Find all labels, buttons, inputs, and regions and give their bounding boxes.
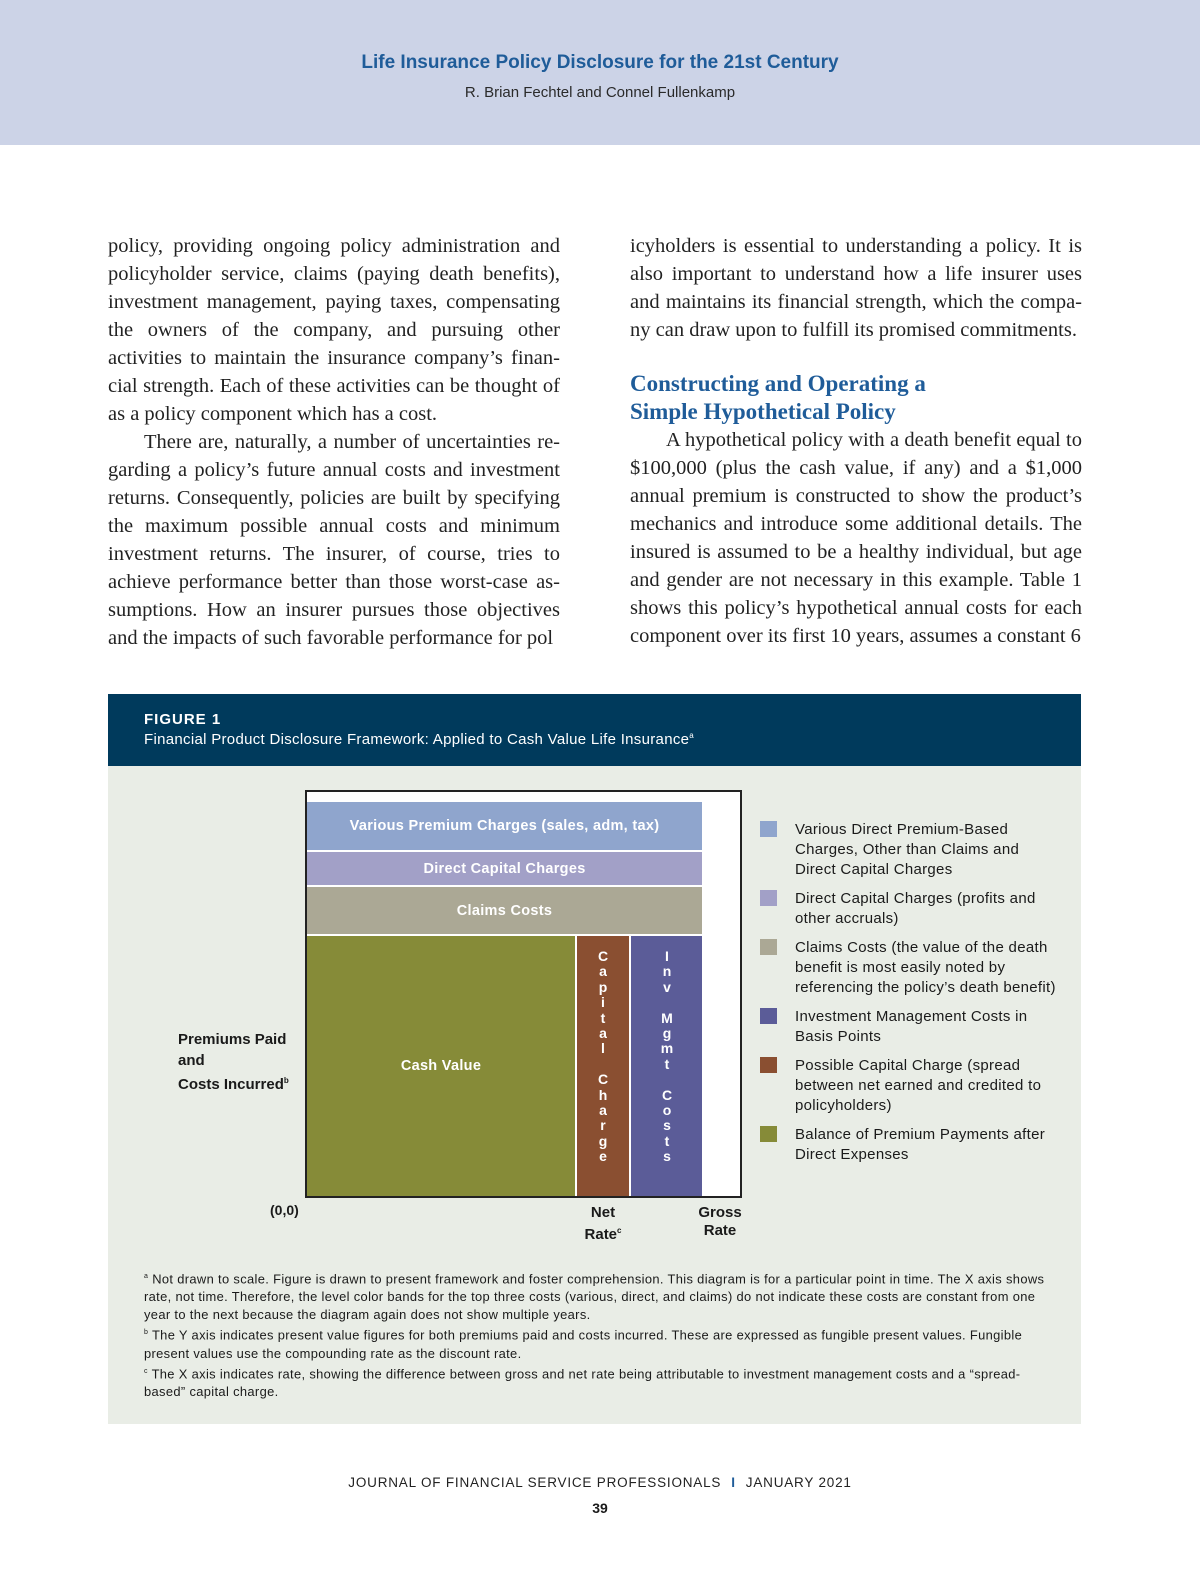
legend-swatch — [760, 939, 777, 955]
footnote — [144, 1268, 1049, 1324]
inv-mgmt-costs-label: I n v M g m t C o s t s — [660, 948, 674, 1165]
footnote-mark: c — [617, 1226, 622, 1235]
footnote-mark: c — [144, 1367, 148, 1375]
legend-item — [760, 820, 1060, 880]
figure-header — [108, 694, 1081, 766]
section-heading-line: Constructing and Operating a — [630, 371, 926, 396]
gross-rate-line: Gross — [698, 1204, 742, 1221]
page-number: 39 — [592, 1500, 608, 1516]
net-rate-label — [575, 1204, 631, 1244]
figure-footnotes — [144, 1268, 1049, 1401]
paragraph: There are, naturally, a number of uncertainties regarding a policy’s future annual costs and investment returns. Consequently, policies are built by specifying the maximum possible annual costs and minimum investment returns. The insurer, of course, tries to achieve performance better than those worst-case assumptions. How an insurer pursues those objectives and the impacts of such favorable performance for pol — [108, 431, 560, 649]
legend-swatch — [760, 821, 777, 837]
y-axis-label-line: Costs Incurred — [178, 1076, 284, 1093]
footnote-mark: a — [689, 731, 695, 740]
legend-text: Investment Management Costs in Basis Points — [795, 1008, 1028, 1045]
y-axis-label — [178, 1030, 289, 1096]
footnote-mark: b — [283, 1076, 289, 1085]
figure-caption — [144, 731, 1045, 748]
y-axis-label-line: and — [178, 1051, 205, 1069]
legend-text: Direct Capital Charges (profits and other accruals) — [795, 890, 1036, 927]
section-heading — [630, 370, 1082, 426]
figure-label: FIGURE 1 — [144, 711, 222, 728]
footnote-text: The Y axis indicates present value figures for both premiums paid and costs incurred. These are expressed as fungible present values. Fungible present values use the compounding rate as the discount rate. — [144, 1327, 1023, 1361]
paragraph: icyholders is essential to understanding a policy. It is also important to understand how a life insurer uses and maintains its financial strength, which the company can draw upon to fulfill its promised commitments. — [630, 235, 1082, 341]
legend-item — [760, 889, 1060, 929]
legend-item — [760, 1125, 1060, 1165]
page-footer — [0, 1475, 1200, 1490]
premium-charges-band: Various Premium Charges (sales, adm, tax) — [307, 802, 702, 850]
legend — [760, 820, 1060, 1174]
legend-text: Claims Costs (the value of the death benefit is most easily noted by referencing the policy’s death benefit) — [795, 939, 1056, 996]
net-rate-line: Rate — [584, 1226, 618, 1243]
running-header — [0, 0, 1200, 145]
legend-swatch — [760, 1126, 777, 1142]
article-title: Life Insurance Policy Disclosure for the 21st Century — [361, 52, 839, 73]
footnote-text: The X axis indicates rate, showing the difference between gross and net rate being attributable to investment management costs and a “spread-based” capital charge. — [144, 1365, 1021, 1399]
footnote-mark: a — [144, 1273, 149, 1280]
figure-caption-text: Financial Product Disclosure Framework: Applied to Cash Value Life Insurance — [144, 731, 690, 748]
legend-item — [760, 938, 1060, 998]
footnote — [144, 1363, 1049, 1401]
legend-swatch — [760, 1008, 777, 1024]
section-heading-line: Simple Hypothetical Policy — [630, 399, 896, 424]
legend-swatch — [760, 890, 777, 906]
origin-label: (0,0) — [270, 1202, 299, 1218]
left-column — [108, 232, 560, 652]
journal-name: JOURNAL OF FINANCIAL SERVICE PROFESSIONALS — [348, 1475, 722, 1490]
footnote-mark: b — [144, 1329, 149, 1337]
net-rate-line: Net — [590, 1204, 616, 1221]
capital-charge-label: C a p i t a l C h a r g e — [597, 948, 609, 1165]
paragraph: A hypothetical policy with a death benefit equal to $100,000 (plus the cash value, if any) and a $1,000 annual premium is constructed to show the product’s mechanics and introduce some additional details. The insured is assumed to be a healthy individual, but age and gender are not necessary in this example. Table 1 shows this policy’s hypothetical annual costs for each component over its first 10 years, assumes a constant 6 — [630, 429, 1082, 647]
issue-date: JANUARY 2021 — [745, 1475, 852, 1490]
legend-text: Balance of Premium Payments after Direct Expenses — [795, 1126, 1046, 1163]
legend-item — [760, 1007, 1060, 1047]
footnote — [144, 1324, 1049, 1362]
article-authors: R. Brian Fechtel and Connel Fullenkamp — [464, 84, 736, 101]
legend-text: Possible Capital Charge (spread between net earned and credited to policyholders) — [795, 1057, 1042, 1114]
y-axis-label-line: Premiums Paid — [178, 1031, 287, 1048]
legend-item — [760, 1056, 1060, 1116]
footnote-text: Not drawn to scale. Figure is drawn to present framework and foster comprehension. This diagram is for a particular point in time. The X axis shows rate, not time. Therefore, the level color bands for the top three costs (various, direct, and claims) do not indicate these costs are constant from one year to the next because the diagram again does not show multiple years. — [144, 1271, 1045, 1323]
right-column — [630, 232, 1082, 650]
legend-text: Various Direct Premium-Based Charges, Other than Claims and Direct Capital Charges — [795, 821, 1020, 878]
gross-rate-label — [690, 1204, 750, 1240]
claims-costs-band: Claims Costs — [307, 887, 702, 934]
legend-swatch — [760, 1057, 777, 1073]
paragraph: policy, providing ongoing policy administration and policyholder service, claims (paying death benefits), investment management, paying taxes, compensating the owners of the company, and pursuing other activities to maintain the insurance company’s financial strength. Each of these activities can be thought of as a policy component which has a cost. — [108, 235, 560, 425]
gross-rate-line: Rate — [703, 1222, 737, 1239]
cash-value-band: Cash Value — [307, 936, 575, 1196]
direct-capital-charges-band: Direct Capital Charges — [307, 852, 702, 885]
footer-separator: I — [731, 1475, 736, 1490]
